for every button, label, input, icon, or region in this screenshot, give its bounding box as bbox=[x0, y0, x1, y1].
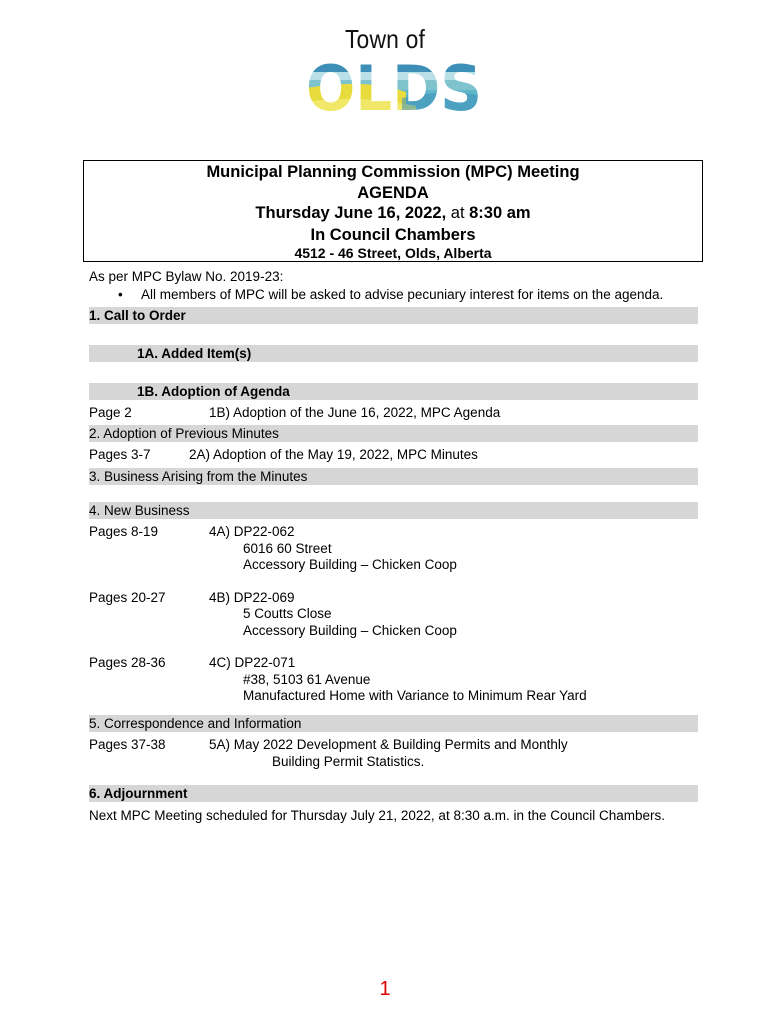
agenda-heading: AGENDA bbox=[357, 184, 429, 202]
agenda-item: 2A) Adoption of the May 19, 2022, MPC Minutes bbox=[189, 447, 478, 462]
meeting-date: Thursday June 16, 2022, bbox=[255, 204, 447, 222]
meeting-date-time bbox=[83, 204, 703, 223]
bullet-icon: • bbox=[118, 287, 123, 302]
section-call-to-order: 1. Call to Order bbox=[89, 308, 186, 323]
olds-logo bbox=[306, 58, 482, 116]
meeting-address: 4512 - 46 Street, Olds, Alberta bbox=[294, 245, 492, 261]
item-description: Accessory Building – Chicken Coop bbox=[243, 623, 457, 638]
item-id: 4C) DP22-071 bbox=[209, 655, 296, 670]
page-ref: Pages 3-7 bbox=[89, 447, 151, 462]
meeting-location: In Council Chambers bbox=[310, 226, 476, 244]
section-adjournment: 6. Adjournment bbox=[89, 786, 188, 801]
agenda-item-continued: Building Permit Statistics. bbox=[272, 754, 425, 769]
meeting-time: 8:30 am bbox=[469, 204, 531, 222]
page-ref: Pages 37-38 bbox=[89, 737, 166, 752]
agenda-item: 1B) Adoption of the June 16, 2022, MPC Agenda bbox=[209, 405, 501, 420]
item-description: Accessory Building – Chicken Coop bbox=[243, 557, 457, 572]
item-id: 4B) DP22-069 bbox=[209, 590, 295, 605]
section-previous-minutes: 2. Adoption of Previous Minutes bbox=[89, 426, 279, 441]
item-id: 4A) DP22-062 bbox=[209, 524, 295, 539]
pecuniary-interest-note: All members of MPC will be asked to advise pecuniary interest for items on the agenda. bbox=[141, 287, 664, 302]
section-added-items: 1A. Added Item(s) bbox=[137, 346, 252, 361]
section-new-business: 4. New Business bbox=[89, 503, 190, 518]
page-ref: Page 2 bbox=[89, 405, 132, 420]
item-address: #38, 5103 61 Avenue bbox=[243, 672, 371, 687]
item-address: 5 Coutts Close bbox=[243, 606, 332, 621]
item-description: Manufactured Home with Variance to Minimum Rear Yard bbox=[243, 688, 587, 703]
page-number: 1 bbox=[379, 978, 391, 1000]
section-correspondence: 5. Correspondence and Information bbox=[89, 716, 302, 731]
next-meeting-note: Next MPC Meeting scheduled for Thursday July 21, 2022, at 8:30 a.m. in the Council Chambers. bbox=[89, 808, 666, 823]
section-adoption-agenda: 1B. Adoption of Agenda bbox=[137, 384, 290, 399]
agenda-item: 5A) May 2022 Development & Building Permits and Monthly bbox=[209, 737, 568, 752]
meeting-title: Municipal Planning Commission (MPC) Meeting bbox=[206, 163, 580, 181]
page-ref: Pages 20-27 bbox=[89, 590, 166, 605]
section-business-arising: 3. Business Arising from the Minutes bbox=[89, 469, 308, 484]
logo-town-of: Town of bbox=[344, 24, 426, 54]
meeting-at: at bbox=[450, 204, 465, 222]
page-ref: Pages 28-36 bbox=[89, 655, 166, 670]
item-address: 6016 60 Street bbox=[243, 541, 332, 556]
bylaw-note: As per MPC Bylaw No. 2019-23: bbox=[89, 269, 284, 284]
page-ref: Pages 8-19 bbox=[89, 524, 159, 539]
